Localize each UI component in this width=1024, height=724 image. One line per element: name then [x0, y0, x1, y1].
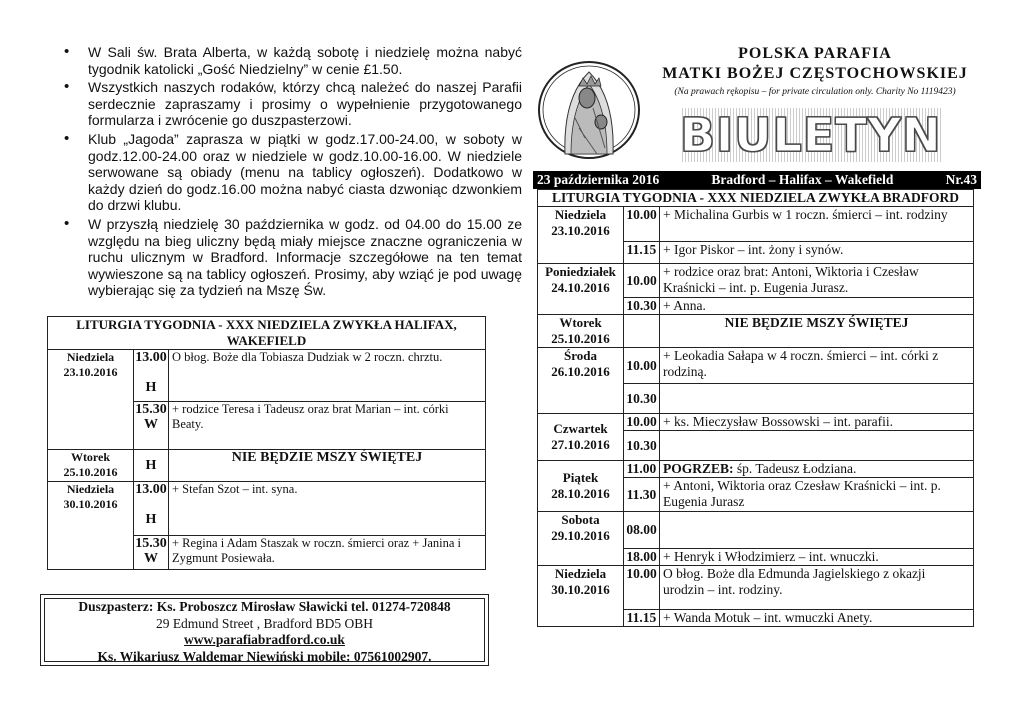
vicar-line: Ks. Wikariusz Waldemar Niewiński mobile: 07561002907. — [97, 648, 432, 664]
issue-place: Bradford – Halifax – Wakefield — [711, 172, 894, 187]
table-header: LITURGIA TYGODNIA - XXX NIEDZIELA ZWYKŁA BRADFORD — [538, 190, 974, 207]
intention-cell: POGRZEB: śp. Tadeusz Łodziana. — [660, 461, 974, 478]
intention-cell: + Henryk i Włodzimierz – int. wnuczki. — [660, 549, 974, 566]
announcements-list — [58, 44, 522, 301]
time-cell: 08.00 — [624, 512, 660, 549]
intention-cell: O błog. Boże dla Tobiasza Dudziak w 2 roczn. chrztu. — [169, 350, 486, 402]
title-line-1: POLSKA PARAFIA — [738, 45, 892, 62]
time-cell: 10.30 — [624, 431, 660, 461]
day-cell: Poniedziałek 24.10.2016 — [538, 264, 624, 315]
intention-cell: + Stefan Szot – int. syna. — [169, 482, 486, 536]
website-link[interactable]: www.parafiabradford.co.uk — [184, 632, 345, 647]
intention-cell: + Leokadia Sałapa w 4 roczn. śmierci – int. córki z rodziną. — [660, 348, 974, 384]
day-cell: Niedziela 30.10.2016 — [48, 482, 134, 570]
day-cell: Niedziela 23.10.2016 — [48, 350, 134, 450]
day-cell: Wtorek 25.10.2016 — [48, 450, 134, 482]
day-cell: Wtorek 25.10.2016 — [538, 315, 624, 348]
intention-cell: + Igor Piskor – int. żony i synów. — [660, 242, 974, 264]
address-line: 29 Edmund Street , Bradford BD5 OBH — [155, 615, 374, 631]
liturgy-table-bradford — [537, 189, 974, 627]
issue-number: Nr.43 — [945, 172, 977, 187]
intention-cell: + Wanda Motuk – int. wmuczki Anety. — [660, 610, 974, 627]
intention-cell — [660, 384, 974, 414]
madonna-icon — [535, 58, 643, 162]
time-cell: 10.00 — [624, 348, 660, 384]
time-cell: 10.00 — [624, 414, 660, 431]
time-cell: 11.00 — [624, 461, 660, 478]
day-cell: Piątek 28.10.2016 — [538, 461, 624, 512]
time-cell: 15.30 W — [134, 402, 169, 450]
issue-date: 23 października 2016 — [537, 172, 660, 187]
intention-cell: + ks. Mieczysław Bossowski – int. parafii. — [660, 414, 974, 431]
time-cell — [624, 315, 660, 348]
intention-cell: + rodzice Teresa i Tadeusz oraz brat Marian – int. córki Beaty. — [169, 402, 486, 450]
table-header: LITURGIA TYGODNIA - XXX NIEDZIELA ZWYKŁA HALIFAX, WAKEFIELD — [48, 317, 486, 350]
time-cell: 11.30 — [624, 478, 660, 512]
time-cell: 10.00 — [624, 566, 660, 610]
issue-bar — [533, 171, 981, 189]
announcement-item: • Klub „Jagoda” zaprasza w piątki w godz.17.00-24.00, w soboty w godz.12.00-24.00 oraz w niedziele w godz.10.00-16.00. W niedziele serwowane są obiady (menu na tablicy ogłoszeń). Dodatkowo w każdy dzień do godz.16.00 można nabyć ciasta dzwoniąc dzwonkiem do drzwi klubu. — [88, 131, 522, 214]
intention-cell: + Michalina Gurbis w 1 roczn. śmierci – int. rodziny — [660, 207, 974, 242]
intention-cell — [660, 431, 974, 461]
announcement-item: • Wszystkich naszych rodaków, którzy chcą należeć do naszej Parafii serdecznie zapraszamy i prosimy o wypełnienie przygotowanego formularza i zwrócenie go duszpasterzowi. — [88, 79, 522, 129]
time-cell: 10.30 — [624, 298, 660, 315]
announcement-item: • W przyszłą niedzielę 30 października w godz. od 04.00 do 15.00 ze względu na bieg uliczny będą miały miejsce znaczne ograniczenia w ruchu ulicznym w Bradford. Informacje szczegółowe na ten temat wywieszone są na tablicy ogłoszeń. Prosimy, aby wziąć je pod uwagę wybierając się za tydzień na Mszę Św. — [88, 216, 522, 299]
no-mass-cell: NIE BĘDZIE MSZY ŚWIĘTEJ — [660, 315, 974, 348]
day-cell: Czwartek 27.10.2016 — [538, 414, 624, 461]
pastor-line: Duszpasterz: Ks. Proboszcz Mirosław Sławicki tel. 01274-720848 — [78, 599, 451, 614]
intention-cell: + rodzice oraz brat: Antoni, Wiktoria i Czesław Kraśnicki – int. p. Eugenia Jurasz. — [660, 264, 974, 298]
biuletyn-logo: BIULETYN — [680, 108, 942, 162]
time-cell: 13.00 H — [134, 482, 169, 536]
time-cell: 13.00 H — [134, 350, 169, 402]
charity-note: (Na prawach rękopisu – for private circulation only. Charity No 1119423) — [674, 87, 956, 97]
intention-cell: + Regina i Adam Staszak w roczn. śmierci oraz + Janina i Zygmunt Posiewała. — [169, 536, 486, 570]
day-cell: Niedziela 23.10.2016 — [538, 207, 624, 264]
day-cell: Niedziela 30.10.2016 — [538, 566, 624, 627]
announcement-item: • W Sali św. Brata Alberta, w każdą sobotę i niedzielę można nabyć tygodnik katolicki „Gość Niedzielny” w cenie £1.50. — [88, 44, 522, 77]
intention-cell: + Antoni, Wiktoria oraz Czesław Kraśnicki – int. p. Eugenia Jurasz — [660, 478, 974, 512]
time-cell: 10.00 — [624, 207, 660, 242]
title-line-2: MATKI BOŻEJ CZĘSTOCHOWSKIEJ — [662, 65, 968, 82]
time-cell: H — [134, 450, 169, 482]
parish-title — [650, 44, 980, 98]
time-cell: 18.00 — [624, 549, 660, 566]
liturgy-table-halifax-wakefield — [47, 316, 486, 570]
intention-cell — [660, 512, 974, 549]
intention-cell: O błog. Boże dla Edmunda Jagielskiego z okazji urodzin – int. rodziny. — [660, 566, 974, 610]
contact-box — [40, 594, 489, 666]
day-cell: Środa 26.10.2016 — [538, 348, 624, 414]
time-cell: 15.30 W — [134, 536, 169, 570]
day-cell: Sobota 29.10.2016 — [538, 512, 624, 566]
intention-cell: + Anna. — [660, 298, 974, 315]
no-mass-cell: NIE BĘDZIE MSZY ŚWIĘTEJ — [169, 450, 486, 482]
time-cell: 11.15 — [624, 610, 660, 627]
time-cell: 10.30 — [624, 384, 660, 414]
time-cell: 10.00 — [624, 264, 660, 298]
time-cell: 11.15 — [624, 242, 660, 264]
